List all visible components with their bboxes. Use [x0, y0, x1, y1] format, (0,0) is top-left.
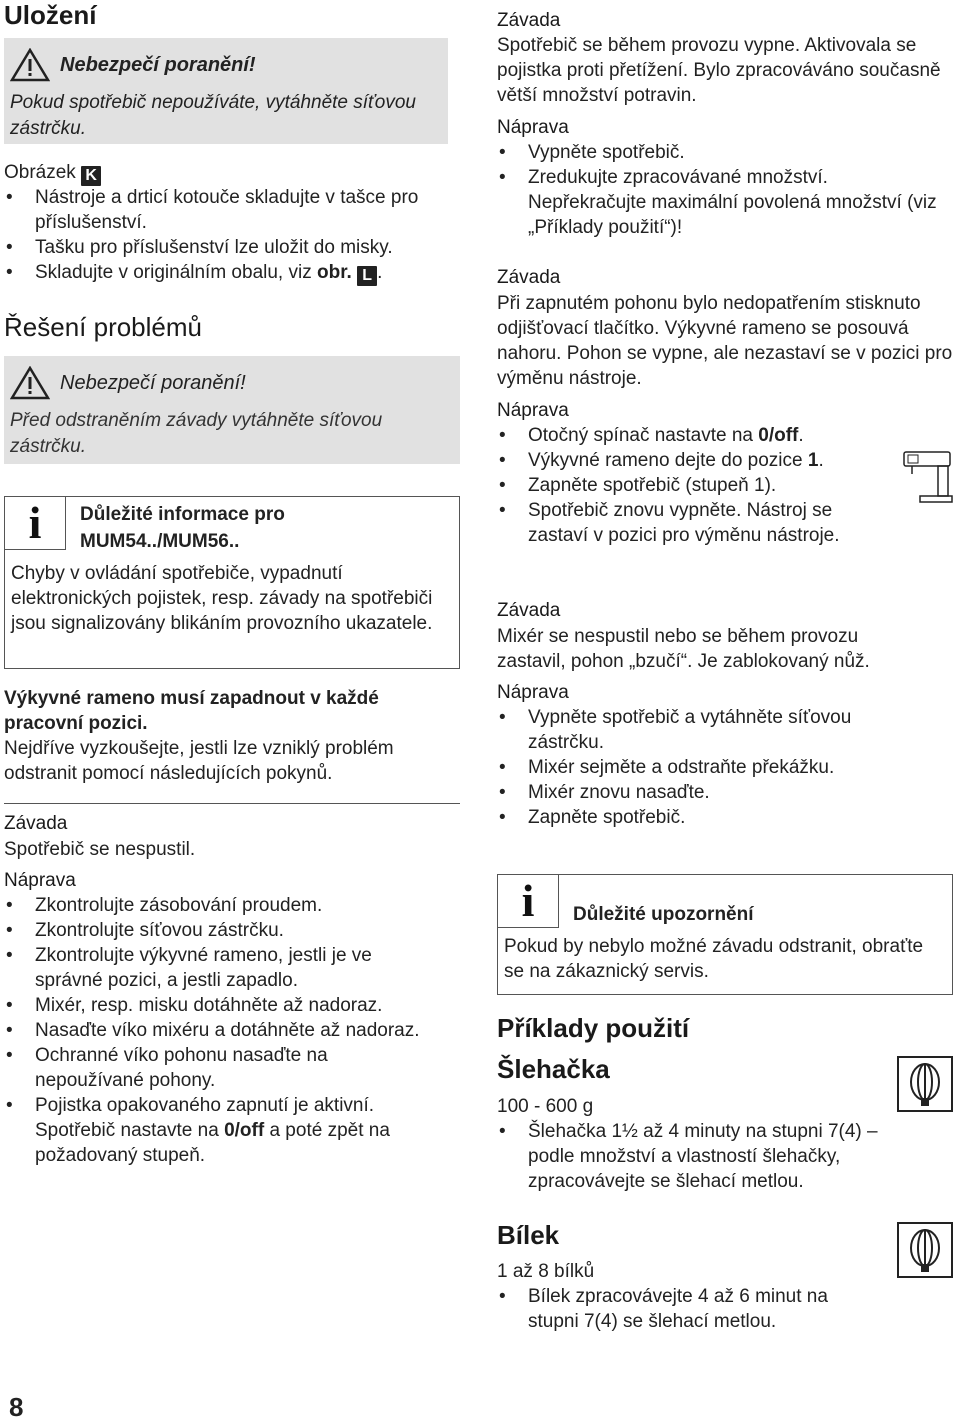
- info-text: Chyby v ovládání spotřebiče, vypadnutí elektronických pojistek, resp. závady na spotřebiči jsou signalizovány blikáním provozního ukazatele.: [11, 563, 433, 634]
- remedy-list: [4, 893, 450, 1168]
- fault-text: Při zapnutém pohonu bylo nedopatřením stisknuto odjišťovací tlačítko. Výkyvné rameno se posouvá nahoru. Pohon se vypne, ale nezastaví se v pozici pro výměnu nástroje.: [497, 293, 953, 389]
- warning-box: [4, 38, 448, 144]
- list-item: • Mixér sejměte a odstraňte překážku.: [497, 755, 897, 780]
- fault-label: Závada: [4, 813, 68, 834]
- list-item-text: Otočný spínač nastavte na: [528, 425, 759, 446]
- page-number: 8: [9, 1392, 24, 1422]
- remedy-label: Náprava: [4, 870, 76, 891]
- swing-arm-note: Výkyvné rameno musí zapadnout v každé pracovní pozici.: [4, 688, 379, 734]
- list-item: [4, 260, 456, 286]
- cream-amount: 100 - 600 g: [497, 1096, 594, 1117]
- figure-label: Obrázek: [4, 162, 76, 183]
- list-item: • Nasaďte víko mixéru a dotáhněte až nadoraz.: [4, 1018, 450, 1043]
- info-box: [497, 874, 953, 995]
- fault-text: Mixér se nespustil nebo se během provozu zastavil, pohon „bzučí“. Je zablokovaný nůž.: [497, 626, 870, 672]
- info-icon: i: [5, 497, 66, 550]
- info-icon: i: [498, 875, 559, 928]
- whisk-icon: [897, 1222, 953, 1278]
- list-item: • Zkontrolujte síťovou zástrčku.: [4, 918, 450, 943]
- figure-key-badge: K: [81, 166, 101, 186]
- fault-label: Závada: [497, 10, 561, 31]
- list-item: • Zkontrolujte zásobování proudem.: [4, 893, 450, 918]
- info-title: Důležité upozornění: [573, 904, 754, 925]
- list-item-emphasis: 0/off: [224, 1120, 265, 1141]
- list-item: • Vypněte spotřebič a vytáhněte síťovou zástrčku.: [497, 705, 897, 755]
- list-item-emphasis: 0/off: [758, 425, 799, 446]
- cream-list: [497, 1119, 897, 1194]
- list-item: • Mixér, resp. misku dotáhněte až nadoraz.: [4, 993, 450, 1018]
- white-list: [497, 1284, 877, 1334]
- fault-text: Spotřebič se během provozu vypne. Aktivovala se pojistka proti přetížení. Bylo zpracováváno současně větší množství potravin.: [497, 35, 941, 106]
- troubleshoot-title: Řešení problémů: [4, 312, 202, 342]
- list-item-text: a poté zpět na požadovaný stupeň.: [35, 1120, 390, 1166]
- storage-title: Uložení: [4, 0, 97, 30]
- list-item: • Spotřebič znovu vypněte. Nástroj se zastaví v pozici pro výměnu nástroje.: [497, 498, 877, 548]
- info-header: [11, 497, 453, 555]
- divider: [4, 803, 460, 804]
- list-item: • Zredukujte zpracovávané množství. Nepřekračujte maximální povolená množství (viz „Příklady použití“)!: [497, 165, 949, 240]
- remedy-list: [497, 423, 877, 548]
- figure-ref: obr.: [316, 262, 352, 283]
- list-item: • Zapněte spotřebič (stupeň 1).: [497, 473, 877, 498]
- list-item: • Vypněte spotřebič.: [497, 140, 949, 165]
- list-item: • Bílek zpracovávejte 4 až 6 minut na stupni 7(4) se šlehací metlou.: [497, 1284, 877, 1334]
- list-item: • Tašku pro příslušenství lze uložit do misky.: [4, 235, 456, 260]
- list-item: • Mixér znovu nasaďte.: [497, 780, 897, 805]
- remedy-label: Náprava: [497, 682, 569, 703]
- warning-text: Pokud spotřebič nepoužíváte, vytáhněte síťovou zástrčku.: [10, 92, 416, 139]
- remedy-list: [497, 705, 897, 830]
- remedy-list: [497, 140, 949, 240]
- warning-header: [10, 48, 442, 82]
- warning-header: [10, 366, 454, 400]
- list-item: [497, 448, 877, 473]
- figure-reference: [4, 160, 101, 186]
- list-item: [4, 1093, 450, 1168]
- warning-triangle-icon: [10, 366, 50, 400]
- white-amount: 1 až 8 bílků: [497, 1261, 595, 1282]
- list-item-end: .: [377, 262, 383, 283]
- list-item: • Ochranné víko pohonu nasaďte na nepoužívané pohony.: [4, 1043, 450, 1093]
- list-item-text: .: [818, 450, 824, 471]
- list-item-text: Pojistka opakovaného zapnutí je aktivní. Spotřebič nastavte na: [35, 1095, 375, 1141]
- warning-box: [4, 356, 460, 464]
- list-item-emphasis: 1: [807, 450, 819, 471]
- fault-label: Závada: [497, 267, 561, 288]
- list-item-text: Výkyvné rameno dejte do pozice: [528, 450, 808, 471]
- info-text: Pokud by nebylo možné závadu odstranit, obraťte se na zákaznický servis.: [504, 936, 924, 982]
- list-item: [497, 423, 877, 448]
- fault-label: Závada: [497, 600, 561, 621]
- remedy-label: Náprava: [497, 400, 569, 421]
- white-title: Bílek: [497, 1220, 560, 1250]
- warning-text: Před odstraněním závady vytáhněte síťovou zástrčku.: [10, 410, 383, 457]
- figure-key-badge: L: [357, 266, 377, 286]
- remedy-label: Náprava: [497, 117, 569, 138]
- info-title: Důležité informace pro MUM54../MUM56..: [80, 504, 285, 552]
- storage-list: [4, 185, 456, 286]
- list-item: • Zapněte spotřebič.: [497, 805, 897, 830]
- warning-title: Nebezpečí poranění!: [60, 371, 246, 394]
- info-header: [504, 875, 946, 928]
- whisk-icon: [897, 1056, 953, 1112]
- warning-title: Nebezpečí poranění!: [60, 53, 256, 76]
- mixer-position-icon: [900, 446, 954, 506]
- list-item-text: .: [798, 425, 804, 446]
- info-box: [4, 496, 460, 669]
- list-item-text: Skladujte v originálním obalu, viz: [35, 262, 317, 283]
- examples-title: Příklady použití: [497, 1013, 690, 1043]
- list-item: • Zkontrolujte výkyvné rameno, jestli je ve správné pozici, a jestli zapadlo.: [4, 943, 450, 993]
- list-item: • Nástroje a drticí kotouče skladujte v tašce pro příslušenství.: [4, 185, 456, 235]
- cream-title: Šlehačka: [497, 1054, 610, 1084]
- swing-arm-text: Nejdříve vyzkoušejte, jestli lze vzniklý problém odstranit pomocí následujících pokynů.: [4, 738, 394, 784]
- list-item: • Šlehačka 1½ až 4 minuty na stupni 7(4) – podle množství a vlastností šlehačky, zpracovávejte se šlehací metlou.: [497, 1119, 897, 1194]
- fault-text: Spotřebič se nespustil.: [4, 839, 196, 860]
- warning-triangle-icon: [10, 48, 50, 82]
